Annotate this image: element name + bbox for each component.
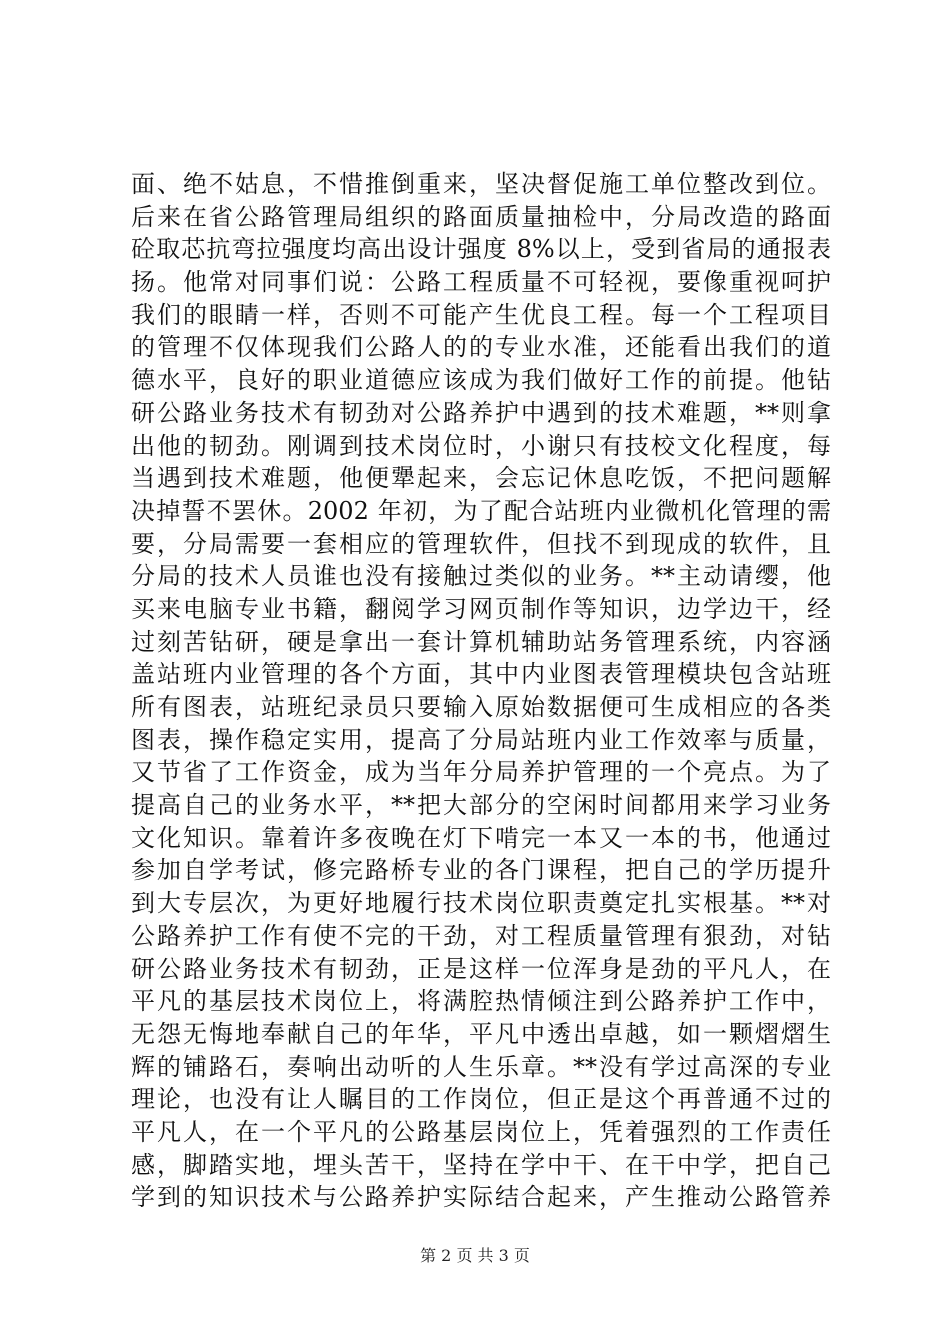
text-line: 平凡的基层技术岗位上，将满腔热情倾注到公路养护工作中， (131, 987, 831, 1016)
text-line: 砼取芯抗弯拉强度均高出设计强度 8%以上，受到省局的通报表 (131, 235, 831, 264)
text-line: 决掉誓不罢休。2002 年初，为了配合站班内业微机化管理的需 (131, 496, 831, 525)
text-line: 面、绝不姑息，不惜推倒重来，坚决督促施工单位整改到位。 (131, 170, 831, 198)
text-line: 出他的韧劲。刚调到技术岗位时，小谢只有技校文化程度，每 (131, 431, 831, 460)
text-line: 学到的知识技术与公路养护实际结合起来，产生推动公路管养 (131, 1183, 831, 1212)
text-line: 要，分局需要一套相应的管理软件，但找不到现成的软件，且 (131, 529, 831, 558)
text-line: 我们的眼睛一样，否则不可能产生优良工程。每一个工程项目 (131, 300, 831, 329)
text-line: 感，脚踏实地，埋头苦干，坚持在学中干、在干中学，把自己 (131, 1150, 831, 1179)
page-footer: 第 2 页 共 3 页 (420, 1246, 530, 1265)
text-line: 图表，操作稳定实用，提高了分局站班内业工作效率与质量， (131, 725, 831, 754)
text-line: 扬。他常对同事们说：公路工程质量不可轻视，要像重视呵护 (131, 268, 831, 297)
text-line: 当遇到技术难题，他便犟起来，会忘记休息吃饭，不把问题解 (131, 464, 831, 493)
text-line: 又节省了工作资金，成为当年分局养护管理的一个亮点。为了 (131, 758, 831, 787)
text-line: 研公路业务技术有韧劲，正是这样一位浑身是劲的平凡人，在 (131, 954, 831, 983)
text-line: 理论，也没有让人瞩目的工作岗位，但正是这个再普通不过的 (131, 1085, 831, 1114)
text-line: 文化知识。靠着许多夜晚在灯下啃完一本又一本的书，他通过 (131, 823, 831, 852)
text-line: 所有图表，站班纪录员只要输入原始数据便可生成相应的各类 (131, 693, 831, 721)
text-line: 辉的铺路石，奏响出动听的人生乐章。**没有学过高深的专业 (131, 1052, 831, 1081)
text-line: 提高自己的业务水平，**把大部分的空闲时间都用来学习业务 (131, 791, 831, 820)
text-line: 无怨无悔地奉献自己的年华，平凡中透出卓越，如一颗熠熠生 (131, 1019, 831, 1048)
text-line: 研公路业务技术有韧劲对公路养护中遇到的技术难题，**则拿 (131, 398, 831, 427)
text-line: 盖站班内业管理的各个方面，其中内业图表管理模块包含站班 (131, 660, 831, 689)
text-line: 到大专层次，为更好地履行技术岗位职责奠定扎实根基。**对 (131, 889, 831, 918)
text-line: 平凡人，在一个平凡的公路基层岗位上，凭着强烈的工作责任 (131, 1117, 831, 1146)
text-line: 买来电脑专业书籍，翻阅学习网页制作等知识，边学边干，经 (131, 594, 831, 623)
text-line: 公路养护工作有使不完的干劲，对工程质量管理有狠劲，对钻 (131, 921, 831, 950)
text-line: 的管理不仅体现我们公路人的的专业水准，还能看出我们的道 (131, 333, 831, 362)
text-line: 后来在省公路管理局组织的路面质量抽检中，分局改造的路面 (131, 202, 831, 231)
text-line: 参加自学考试，修完路桥专业的各门课程，把自己的学历提升 (131, 856, 831, 885)
body-text (131, 168, 831, 1214)
text-line: 过刻苦钻研，硬是拿出一套计算机辅助站务管理系统，内容涵 (131, 627, 831, 656)
text-line: 德水平，良好的职业道德应该成为我们做好工作的前提。他钻 (131, 366, 831, 395)
text-line: 分局的技术人员谁也没有接触过类似的业务。**主动请缨，他 (131, 562, 831, 591)
